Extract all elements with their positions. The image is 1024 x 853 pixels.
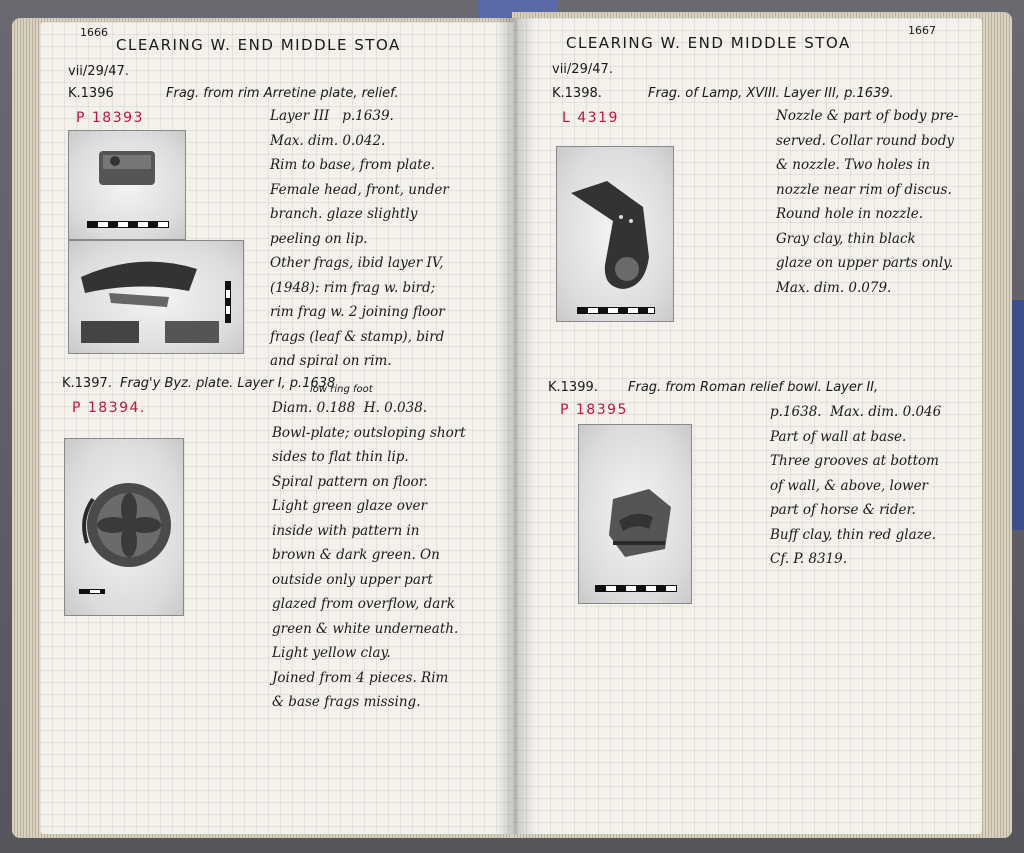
scale-bar	[87, 221, 169, 228]
insertion-note: low ring foot	[310, 384, 373, 395]
entry-heading: Frag'y Byz. plate. Layer I, p.1638	[120, 376, 336, 391]
entry-notes: Diam. 0.188 H. 0.038. Bowl-plate; outsloping short sides to flat thin lip. Spiral pattern on floor. Light green glaze over inside with pattern in brown & dark green. On outside only upper part glazed from overflow, dark green & white underneath. Light yellow clay. Joined from 4 pieces. Rim & base frags missing.	[272, 400, 466, 710]
photo-lamp-fragment	[556, 146, 674, 322]
entry-date: vii/29/47.	[68, 64, 129, 79]
scale-bar-vertical	[225, 281, 231, 323]
catalog-number: P 18393	[76, 110, 144, 126]
photo-byzantine-plate	[64, 438, 184, 616]
entry-notes: Nozzle & part of body pre- served. Collar round body & nozzle. Two holes in nozzle near rim of discus. Round hole in nozzle. Gray clay, thin black glaze on upper parts only. Max. dim. 0.079.	[776, 108, 959, 296]
entry-heading: Frag. from Roman relief bowl. Layer II,	[628, 380, 879, 395]
page-title: CLEARING W. END MIDDLE STOA	[566, 34, 851, 52]
relief-bowl-image	[579, 425, 691, 603]
entry-heading: Frag. from rim Arretine plate, relief.	[166, 86, 399, 101]
right-page	[514, 18, 982, 834]
catalog-number: P 18395	[560, 402, 628, 418]
lamp-fragment-image	[557, 147, 673, 321]
scale-bar	[577, 307, 655, 314]
entry-heading: Frag. of Lamp, XVIII. Layer III, p.1639.	[648, 86, 894, 101]
other-frags-image	[69, 241, 243, 353]
page-title: CLEARING W. END MIDDLE STOA	[116, 36, 401, 54]
entry-date: vii/29/47.	[552, 62, 613, 77]
left-page	[40, 22, 514, 834]
entry-notes: p.1638. Max. dim. 0.046 Part of wall at base. Three grooves at bottom of wall, & above, lower part of horse & rider. Buff clay, thin red glaze. Cf. P. 8319.	[770, 404, 942, 567]
page-number: 1666	[80, 26, 108, 39]
catalog-number: P 18394.	[72, 400, 146, 416]
entry-id: K.1397.	[62, 376, 112, 391]
scale-bar	[79, 589, 105, 594]
photo-rim-fragment	[68, 130, 186, 240]
entry-id: K.1398.	[552, 86, 602, 101]
entry-notes: Layer III p.1639. Max. dim. 0.042. Rim to base, from plate. Female head, front, under branch. glaze slightly peeling on lip. Other frags, ibid layer IV, (1948): rim frag w. bird; rim frag w. 2 joining floor frags (leaf & stamp), bird and spiral on rim.	[270, 108, 449, 369]
photo-other-frags	[68, 240, 244, 354]
photo-relief-bowl	[578, 424, 692, 604]
entry-id: K.1399.	[548, 380, 598, 395]
entry-id: K.1396	[68, 86, 114, 101]
scale-bar	[595, 585, 677, 592]
page-number: 1667	[908, 24, 936, 37]
catalog-number: L 4319	[562, 110, 619, 126]
